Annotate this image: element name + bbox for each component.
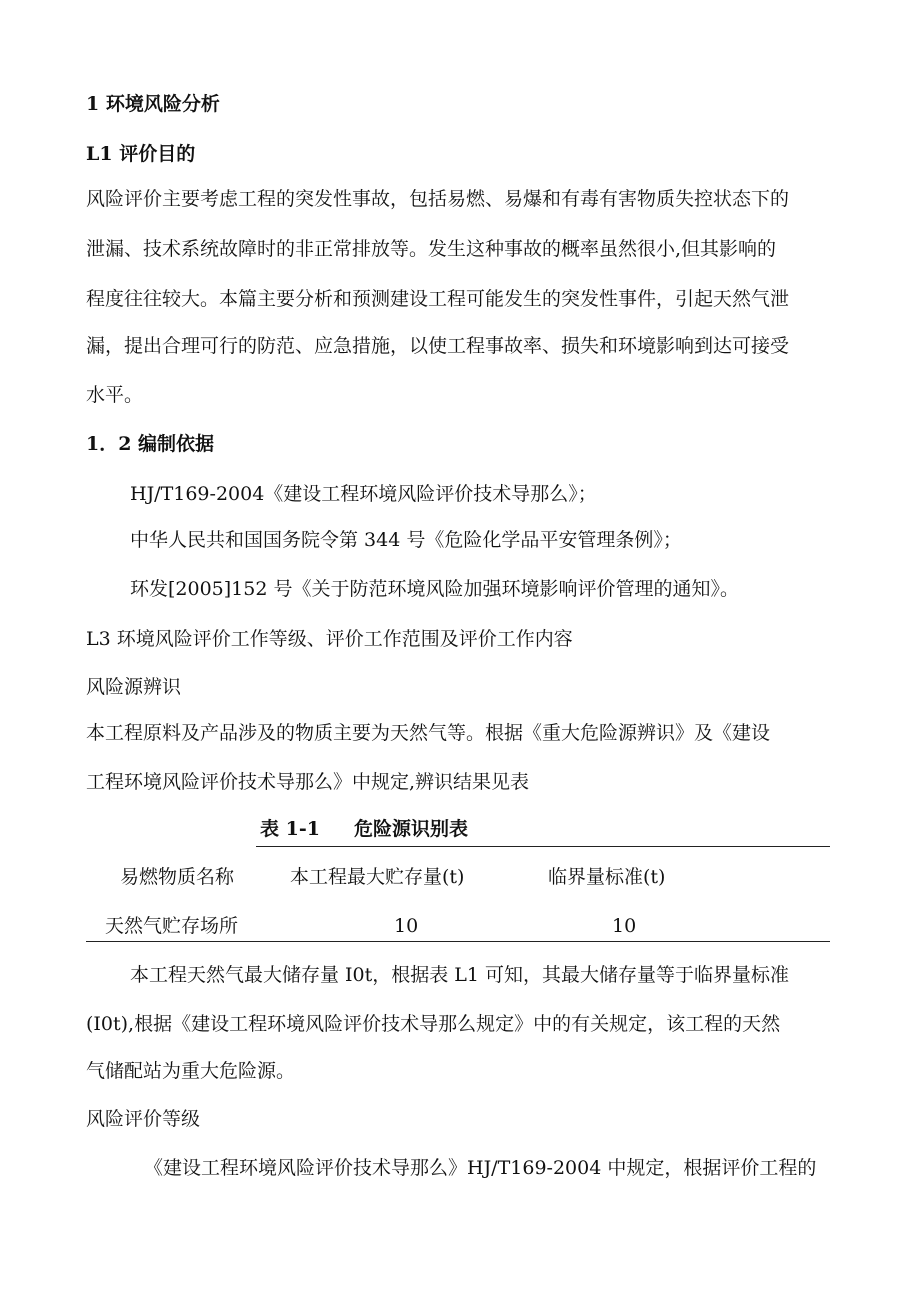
paragraph-line: 漏，提出合理可行的防范、应急措施，以使工程事故率、损失和环境影响到达可接受 [86, 335, 790, 357]
reference-item: 中华人民共和国国务院令第 344 号《危险化学品平安管理条例》； [130, 529, 682, 551]
reference-item: 环发[2005]152 号《关于防范环境风险加强环境影响评价管理的通知》。 [130, 578, 739, 600]
paragraph-line: 本工程天然气最大储存量 I0t，根据表 L1 可知，其最大储存量等于临界量标准 [130, 964, 790, 986]
table-top-rule [256, 846, 830, 847]
table-header-cell: 临界量标准(t) [548, 866, 666, 888]
table-cell: 10 [612, 915, 637, 937]
paragraph-line: 水平。 [86, 384, 144, 406]
table-caption-number: 表 1-1 [260, 818, 320, 840]
paragraph-line: 风险评价主要考虑工程的突发性事故，包括易燃、易爆和有毒有害物质失控状态下的 [86, 188, 790, 210]
table-header-cell: 本工程最大贮存量(t) [290, 866, 465, 888]
table-header-cell: 易燃物质名称 [120, 866, 235, 888]
section-1-3-heading: L3 环境风险评价工作等级、评价工作范围及评价工作内容 [86, 628, 573, 650]
section-1-2-heading: 1．2 编制依据 [86, 433, 215, 455]
table-bottom-rule [86, 941, 830, 942]
table-cell: 10 [394, 915, 419, 937]
subsection-risk-assessment-level: 风险评价等级 [86, 1108, 201, 1130]
paragraph-line: 工程环境风险评价技术导那么》中规定,辨识结果见表 [86, 771, 530, 793]
reference-item: HJ/T169-2004《建设工程环境风险评价技术导那么》； [130, 483, 597, 505]
subsection-risk-source-identification: 风险源辨识 [86, 676, 182, 698]
paragraph-line: 气储配站为重大危险源。 [86, 1060, 296, 1082]
paragraph-line: 《建设工程环境风险评价技术导那么》HJ/T169-2004 中规定，根据评价工程的 [144, 1157, 817, 1179]
paragraph-line: (I0t),根据《建设工程环境风险评价技术导那么规定》中的有关规定，该工程的天然 [86, 1013, 781, 1035]
paragraph-line: 泄漏、技术系统故障时的非正常排放等。发生这种事故的概率虽然很小,但其影响的 [86, 238, 777, 260]
table-caption-title: 危险源识别表 [354, 818, 469, 840]
table-cell: 天然气贮存场所 [105, 915, 239, 937]
section-1-heading: 1 环境风险分析 [86, 93, 220, 115]
paragraph-line: 本工程原料及产品涉及的物质主要为天然气等。根据《重大危险源辨识》及《建设 [86, 722, 771, 744]
paragraph-line: 程度往往较大。本篇主要分析和预测建设工程可能发生的突发性事件，引起天然气泄 [86, 288, 790, 310]
section-1-1-heading: L1 评价目的 [86, 143, 196, 165]
